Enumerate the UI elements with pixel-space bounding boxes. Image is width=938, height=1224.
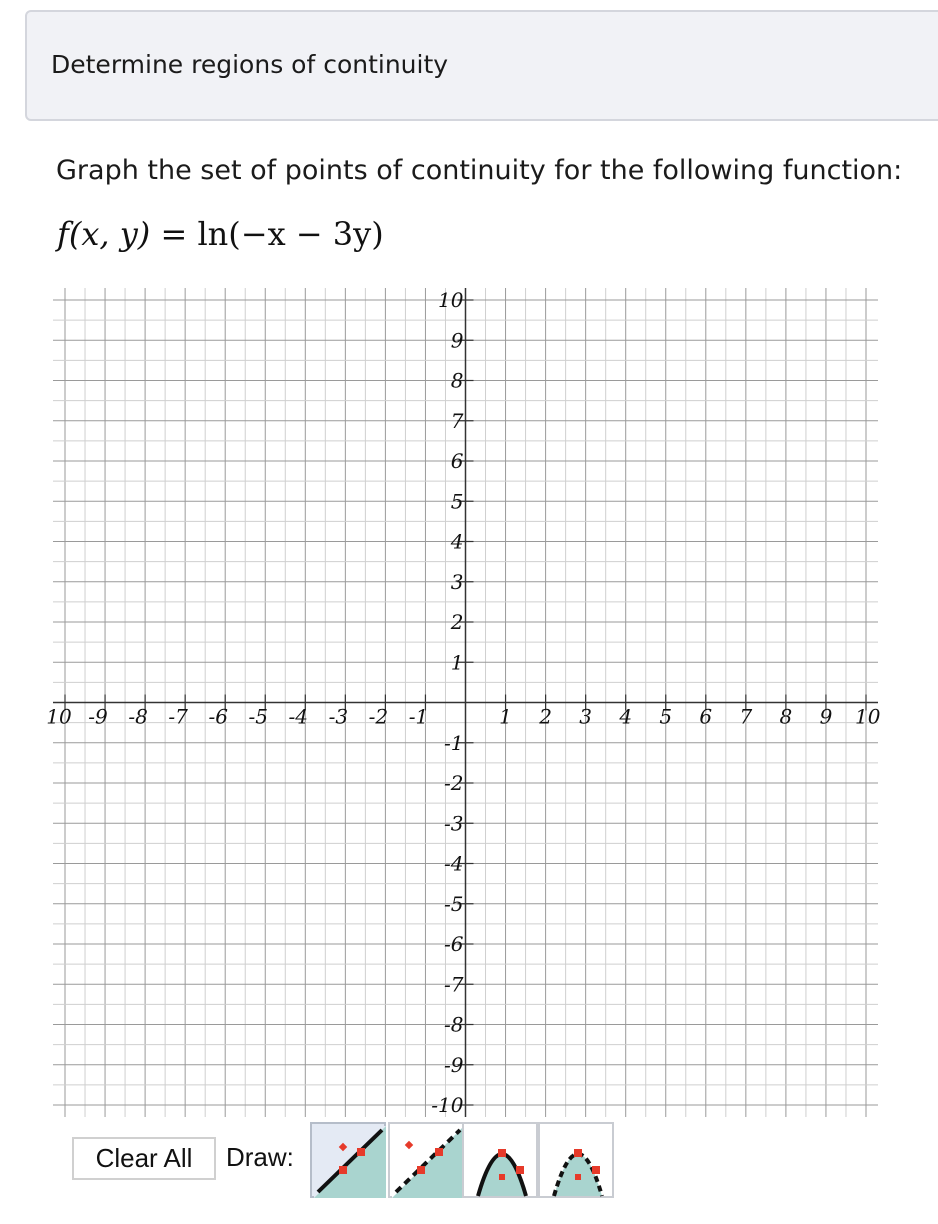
dashed-line-icon xyxy=(392,1126,464,1198)
x-tick-label: 8 xyxy=(779,704,793,729)
x-tick-label: 2 xyxy=(539,704,552,729)
solid-parabola-tool-button[interactable] xyxy=(462,1122,538,1198)
x-tick-label: -1 xyxy=(408,704,429,729)
equation-lhs: f(x, y) xyxy=(57,215,151,253)
x-tick-label: 9 xyxy=(819,704,833,729)
y-tick-label: -4 xyxy=(444,851,464,876)
x-tick-label: -5 xyxy=(248,704,268,729)
equation-equals: = xyxy=(160,215,188,253)
y-tick-label: -1 xyxy=(444,730,464,755)
header-box xyxy=(25,10,938,121)
dashed-line-tool-button[interactable] xyxy=(388,1122,464,1198)
x-tick-label: 4 xyxy=(619,704,633,729)
dashed-parabola-icon xyxy=(542,1126,614,1198)
draw-label: Draw: xyxy=(226,1142,294,1172)
x-tick-label: 7 xyxy=(739,704,753,729)
x-tick-label: -2 xyxy=(368,704,389,729)
solid-parabola-icon xyxy=(466,1126,538,1198)
x-tick-label: -7 xyxy=(168,704,188,729)
equation-rhs: ln(−x − 3y) xyxy=(197,215,384,253)
y-tick-label: -8 xyxy=(444,1012,464,1037)
y-tick-label: -5 xyxy=(444,891,464,916)
solid-line-icon xyxy=(314,1126,386,1198)
y-tick-label: 1 xyxy=(450,650,464,675)
y-tick-label: -9 xyxy=(444,1052,464,1077)
y-tick-label: 4 xyxy=(450,529,464,554)
y-tick-label: -2 xyxy=(444,771,464,795)
y-tick-label: 8 xyxy=(450,368,464,393)
y-tick-label: -6 xyxy=(444,932,464,956)
dashed-parabola-tool-button[interactable] xyxy=(538,1122,614,1198)
x-tick-label: -9 xyxy=(88,704,108,729)
y-tick-label: 7 xyxy=(450,408,464,433)
x-tick-label: -4 xyxy=(288,704,309,729)
y-tick-label: 10 xyxy=(438,288,464,312)
question-prompt: Graph the set of points of continuity for the following function: xyxy=(56,155,903,186)
x-tick-label: -3 xyxy=(328,704,349,729)
y-tick-label: 9 xyxy=(450,328,464,353)
coordinate-graph[interactable] xyxy=(0,280,938,1120)
solid-line-tool-button[interactable] xyxy=(310,1122,386,1198)
x-tick-label: 10 xyxy=(46,704,72,729)
y-tick-label: 6 xyxy=(450,449,464,473)
clear-all-button[interactable]: Clear All xyxy=(72,1137,216,1180)
y-tick-label: -7 xyxy=(444,972,464,997)
y-tick-label: -10 xyxy=(431,1093,464,1117)
x-tick-label: 1 xyxy=(499,704,512,729)
x-tick-label: 10 xyxy=(855,704,881,729)
y-tick-label: 3 xyxy=(450,569,464,594)
y-tick-label: 5 xyxy=(450,489,464,514)
y-tick-label: 2 xyxy=(450,610,464,634)
page-title: Determine regions of continuity xyxy=(51,50,449,79)
x-tick-label: -8 xyxy=(128,704,148,729)
x-tick-label: 3 xyxy=(579,704,593,729)
x-tick-label: 6 xyxy=(699,704,713,729)
x-tick-label: 5 xyxy=(659,704,673,729)
function-equation xyxy=(57,215,384,253)
y-tick-label: -3 xyxy=(444,811,464,836)
x-tick-label: -6 xyxy=(208,704,228,729)
